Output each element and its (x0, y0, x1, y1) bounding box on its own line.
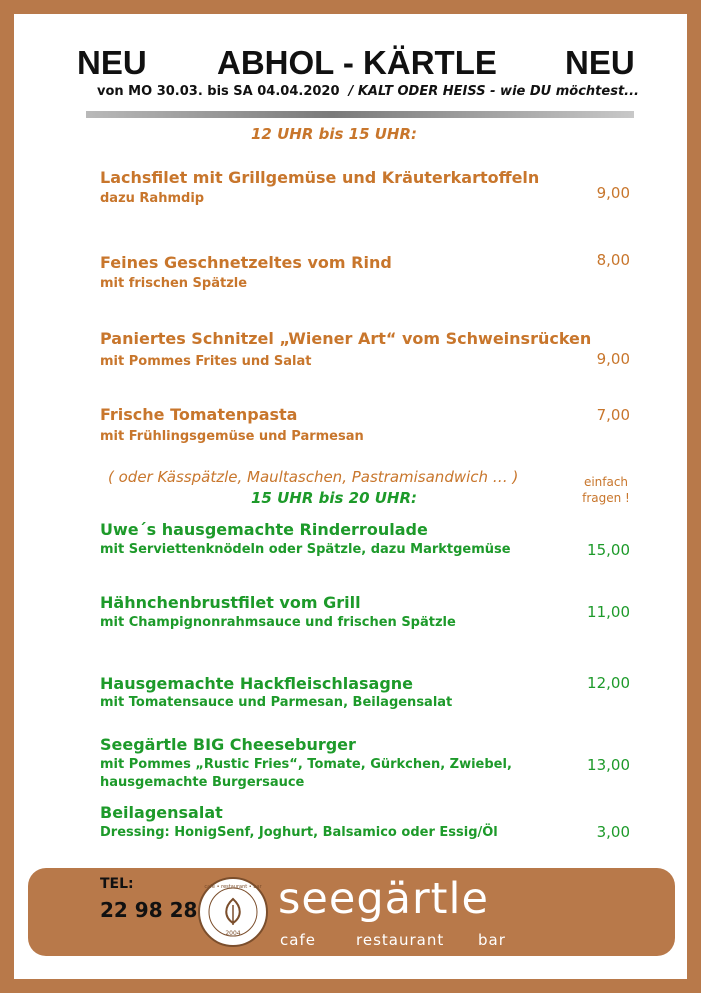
lunch-time: 12 UHR bis 15 UHR: (251, 125, 418, 143)
tag-bar: bar (478, 931, 506, 949)
date-range (97, 84, 639, 99)
evening-item-name: Hähnchenbrustfilet vom Grill (100, 593, 361, 612)
brand-name: seegärtle (278, 874, 489, 924)
evening-item-price: 13,00 (587, 756, 630, 774)
evening-item-desc: mit Champignonrahmsauce und frischen Spätzle (100, 615, 456, 630)
lunch-item-price: 8,00 (596, 251, 630, 269)
neu-right: NEU (565, 44, 635, 81)
lunch-item-name: Feines Geschnetzeltes vom Rind (100, 253, 392, 272)
date-range-text: von MO 30.03. bis SA 04.04.2020 (97, 84, 340, 99)
tag-restaurant: restaurant (356, 931, 445, 949)
menu-title: ABHOL - KÄRTLE (217, 44, 497, 81)
tel-label: TEL: (100, 876, 134, 892)
lunch-item-price: 9,00 (596, 184, 630, 202)
tel-number: 22 98 28 (100, 898, 198, 922)
lunch-item-name: Lachsfilet mit Grillgemüse und Kräuterkartoffeln (100, 168, 540, 187)
evening-item-name: Seegärtle BIG Cheeseburger (100, 735, 356, 754)
evening-item-name: Hausgemachte Hackfleischlasagne (100, 674, 414, 693)
lunch-item-desc: mit Frühlingsgemüse und Parmesan (100, 429, 364, 444)
lunch-item-desc: mit frischen Spätzle (100, 276, 248, 291)
lunch-item-desc: dazu Rahmdip (100, 191, 205, 206)
evening-item-desc: mit Tomatensauce und Parmesan, Beilagensalat (100, 695, 453, 710)
lunch-item-price: 7,00 (596, 406, 630, 424)
ask-note (574, 474, 638, 506)
evening-item-price: 11,00 (587, 603, 630, 621)
serving-note: / KALT ODER HEISS - wie DU möchtest... (348, 84, 639, 99)
tag-cafe: cafe (280, 931, 316, 949)
ask-note-line: einfach (583, 475, 629, 489)
lunch-item-desc: mit Pommes Frites und Salat (100, 354, 312, 369)
evening-item-desc: Dressing: HonigSenf, Joghurt, Balsamico oder Essig/Öl (100, 825, 498, 840)
evening-item-name: Uwe´s hausgemachte Rinderroulade (100, 520, 428, 539)
evening-time: 15 UHR bis 20 UHR: (251, 489, 418, 507)
logo-year: 2004 (225, 930, 241, 937)
evening-item-price: 15,00 (587, 541, 630, 559)
evening-item-desc: hausgemachte Burgersauce (100, 775, 305, 790)
ask-note-line: fragen ! (582, 491, 630, 505)
evening-item-price: 12,00 (587, 674, 630, 692)
header-divider (86, 111, 634, 118)
lunch-item-name: Frische Tomatenpasta (100, 405, 298, 424)
lunch-item-name: Paniertes Schnitzel „Wiener Art“ vom Schweinsrücken (100, 329, 592, 348)
evening-item-name: Beilagensalat (100, 803, 223, 822)
logo-ring-text: cafe • restaurant • bar (204, 884, 262, 890)
evening-item-price: 3,00 (596, 823, 630, 841)
alternatives-note: ( oder Kässpätzle, Maultaschen, Pastramisandwich … ) (108, 468, 519, 486)
evening-item-desc: mit Serviettenknödeln oder Spätzle, dazu Marktgemüse (100, 542, 511, 557)
neu-left: NEU (77, 44, 147, 81)
evening-item-desc: mit Pommes „Rustic Fries“, Tomate, Gürkchen, Zwiebel, (100, 757, 512, 772)
lunch-item-price: 9,00 (596, 350, 630, 368)
leaf-logo-icon (198, 877, 268, 947)
